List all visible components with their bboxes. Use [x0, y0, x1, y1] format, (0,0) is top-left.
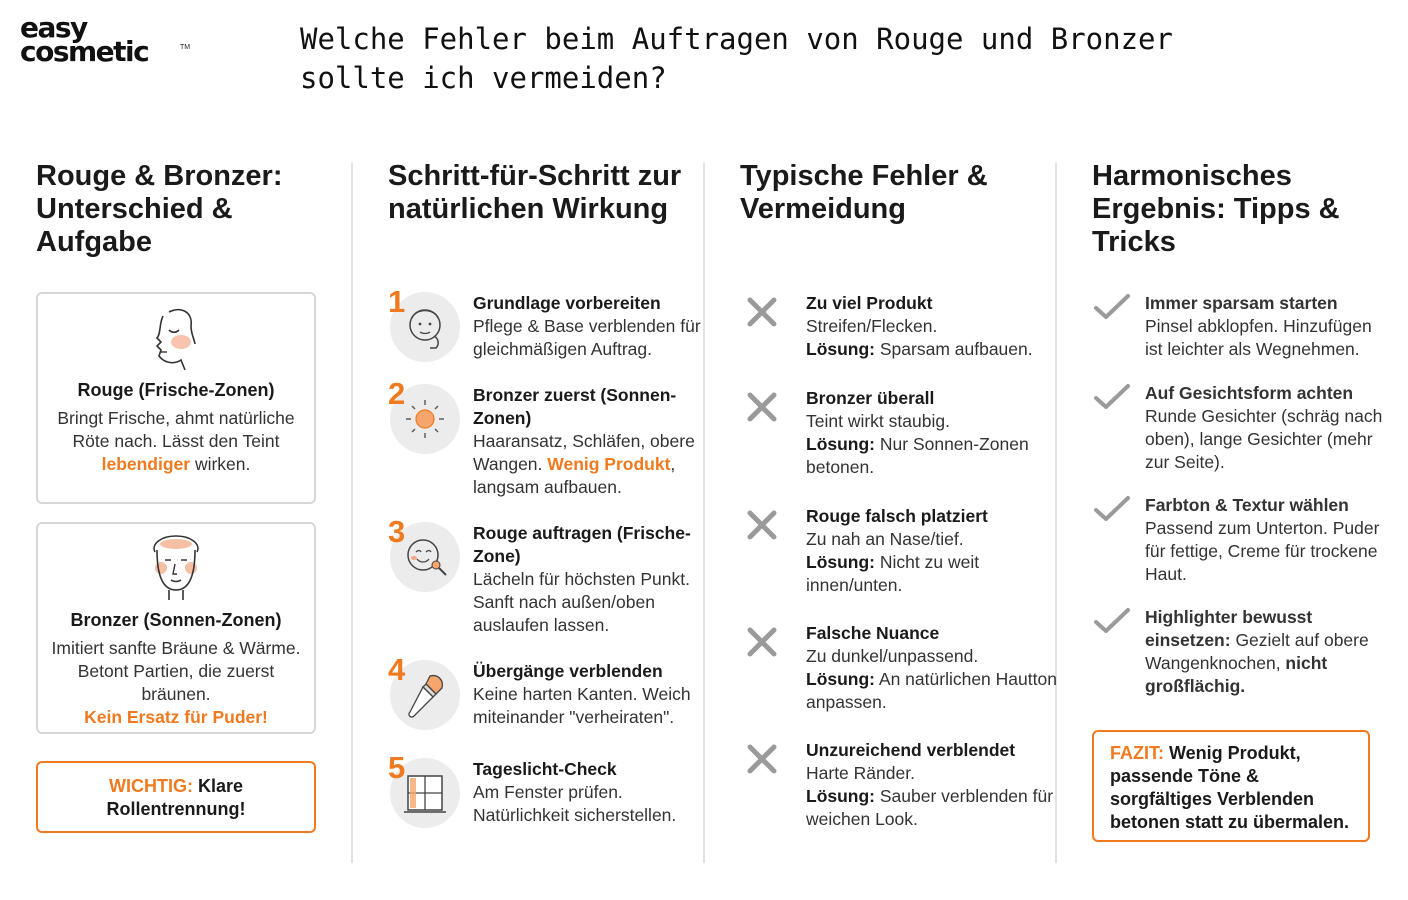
column-tips — [1092, 160, 1382, 870]
checkmark-icon — [1092, 494, 1132, 524]
cross-icon — [742, 387, 782, 427]
mistake-text: Bronzer überall Teint wirkt staubig. Lösung: Nur Sonnen-Zonen betonen. — [806, 388, 1029, 477]
logo-trademark: TM — [180, 44, 191, 51]
checkmark-icon — [1092, 606, 1132, 636]
column-rouge-bronzer — [36, 160, 326, 870]
tip-text: Farbton & Textur wählen Passend zum Unterton. Puder für fettige, Creme für trockene Haut. — [1145, 495, 1380, 584]
cross-icon — [742, 739, 782, 779]
tip-text: Highlighter bewusst einsetzen: Gezielt auf obere Wangenknochen, nicht großflächig. — [1145, 607, 1369, 696]
bronzer-card — [36, 522, 316, 734]
column-title: Typische Fehler & Vermeidung — [740, 160, 988, 225]
column-title: Rouge & Bronzer: Unterschied & Aufgabe — [36, 160, 283, 258]
checkmark-icon — [1092, 292, 1132, 322]
mistake-text: Zu viel Produkt Streifen/Flecken. Lösung: Sparsam aufbauen. — [806, 293, 1033, 359]
face-blush-icon — [141, 304, 211, 374]
tip-text: Immer sparsam starten Pinsel abklopfen. Hinzufügen ist leichter als Wegnehmen. — [1145, 293, 1372, 359]
column-divider — [351, 163, 353, 863]
bronzer-card-title: Bronzer (Sonnen-Zonen) — [70, 610, 282, 630]
rouge-card-title: Rouge (Frische-Zonen) — [77, 380, 275, 400]
mistake-text: Falsche Nuance Zu dunkel/unpassend. Lösung: An natürlichen Hautton anpassen. — [806, 623, 1057, 712]
step-text: Bronzer zuerst (Sonnen-Zonen) Haaransatz, Schläfen, obere Wangen. Wenig Produkt, langsam aufbauen. — [473, 385, 695, 497]
column-mistakes — [740, 160, 1060, 870]
column-title: Schritt-für-Schritt zur natürlichen Wirkung — [388, 160, 682, 225]
important-note: WICHTIG: Klare Rollentrennung! — [36, 761, 316, 833]
logo-line-1: easy — [20, 11, 87, 44]
step-number: 3 — [388, 514, 406, 549]
rouge-card — [36, 292, 316, 504]
step-number: 5 — [388, 750, 406, 785]
logo-line-2: cosmetic — [20, 35, 149, 68]
step-text: Tageslicht-Check Am Fenster prüfen. Natürlichkeit sicherstellen. — [473, 759, 677, 825]
column-steps — [388, 160, 708, 870]
conclusion-box: FAZIT: Wenig Produkt, passende Töne & sorgfältiges Verblenden betonen statt zu übermalen. — [1092, 730, 1370, 842]
rouge-card-description: Bringt Frische, ahmt natürliche Röte nach. Lässt den Teint lebendiger wirken. — [57, 408, 295, 474]
step-number: 4 — [388, 652, 406, 687]
brand-logo[interactable] — [20, 11, 191, 68]
step-number: 1 — [388, 284, 406, 319]
face-bronzer-icon — [141, 534, 211, 604]
step-text: Grundlage vorbereiten Pflege & Base verblenden für gleichmäßigen Auftrag. — [473, 293, 701, 359]
cross-icon — [742, 292, 782, 332]
bronzer-card-description: Imitiert sanfte Bräune & Wärme. Betont Partien, die zuerst bräunen. Kein Ersatz für Puder! — [51, 638, 301, 727]
column-title: Harmonisches Ergebnis: Tipps & Tricks — [1092, 160, 1340, 258]
cross-icon — [742, 622, 782, 662]
mistake-text: Unzureichend verblendet Harte Ränder. Lösung: Sauber verblenden für weichen Look. — [806, 740, 1054, 829]
step-number: 2 — [388, 376, 406, 411]
mistake-text: Rouge falsch platziert Zu nah an Nase/tief. Lösung: Nicht zu weit innen/unten. — [806, 506, 988, 595]
checkmark-icon — [1092, 382, 1132, 412]
page-title: Welche Fehler beim Auftragen von Rouge und Bronzer sollte ich vermeiden? — [300, 22, 1173, 95]
cross-icon — [742, 505, 782, 545]
step-text: Übergänge verblenden Keine harten Kanten. Weich miteinander "verheiraten". — [473, 661, 691, 727]
tip-text: Auf Gesichtsform achten Runde Gesichter (schräg nach oben), lange Gesichter (mehr zur Seite). — [1145, 383, 1383, 472]
step-text: Rouge auftragen (Frische-Zone) Lächeln für höchsten Punkt. Sanft nach außen/oben auslaufen lassen. — [473, 523, 691, 635]
